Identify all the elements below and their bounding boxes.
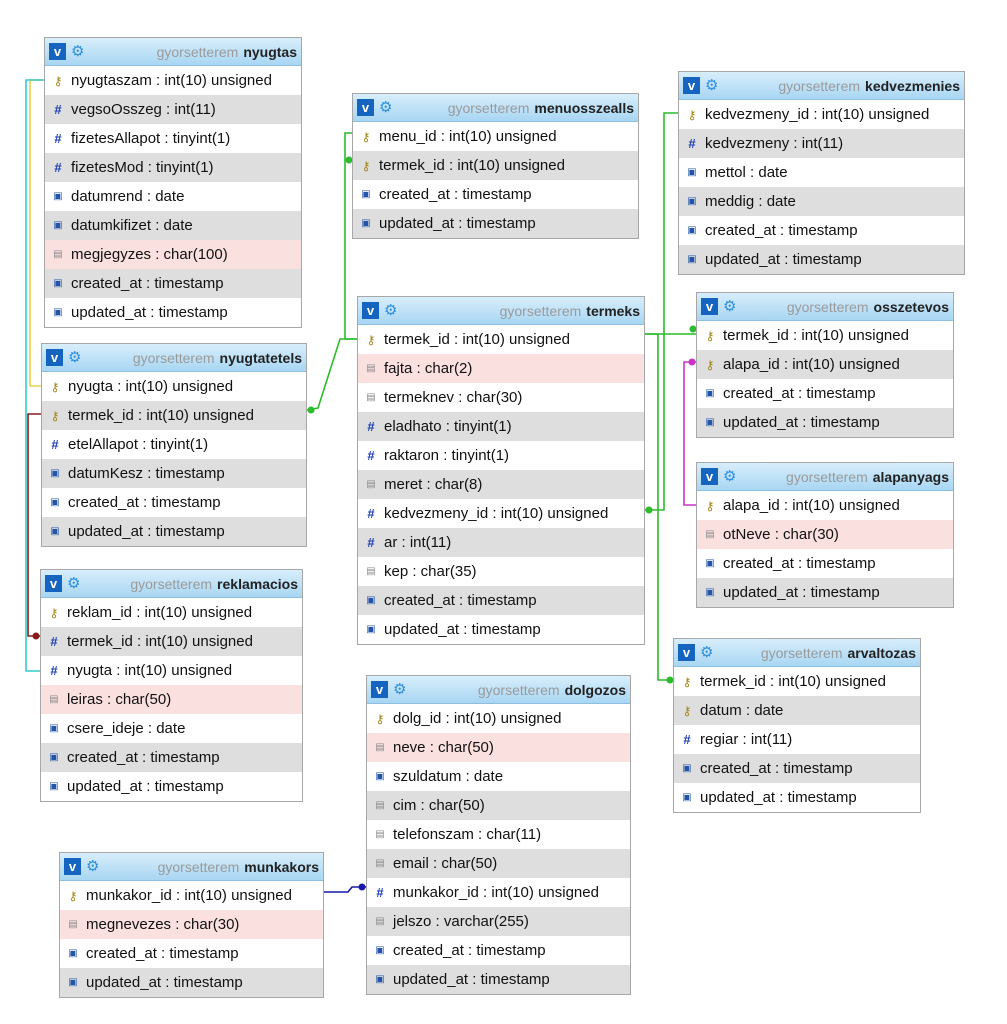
column-label: alapa_id : int(10) unsigned bbox=[723, 497, 900, 514]
column-label: eladhato : tinyint(1) bbox=[384, 418, 512, 435]
column-label: termek_id : int(10) unsigned bbox=[384, 331, 570, 348]
column-label: vegsoOsszeg : int(11) bbox=[71, 101, 216, 118]
column-row[interactable] bbox=[42, 372, 306, 401]
key-icon: ⚷ bbox=[682, 674, 692, 689]
calendar-icon: ▣ bbox=[375, 771, 385, 782]
column-label: datumrend : date bbox=[71, 188, 185, 205]
collapse-toggle-icon[interactable]: v bbox=[46, 349, 63, 366]
calendar-icon: ▣ bbox=[375, 974, 385, 985]
column-row[interactable] bbox=[353, 122, 638, 151]
key-icon: ⚷ bbox=[53, 73, 63, 88]
text-field-icon: ▤ bbox=[68, 919, 78, 930]
column-label: updated_at : timestamp bbox=[705, 251, 862, 268]
column-row[interactable] bbox=[45, 211, 301, 240]
column-row[interactable] bbox=[358, 586, 644, 615]
table-dolgozos[interactable] bbox=[366, 675, 631, 995]
column-row[interactable] bbox=[41, 627, 302, 656]
column-row[interactable] bbox=[367, 849, 630, 878]
relation-end-dot bbox=[359, 884, 366, 891]
table-header[interactable] bbox=[697, 293, 953, 321]
column-row[interactable] bbox=[60, 939, 323, 968]
calendar-icon: ▣ bbox=[687, 225, 697, 236]
table-nyugtatetels[interactable] bbox=[41, 343, 307, 547]
database-name: gyorsetterem bbox=[786, 468, 868, 485]
column-label: created_at : timestamp bbox=[723, 385, 876, 402]
column-row[interactable] bbox=[358, 470, 644, 499]
table-name: munkakors bbox=[244, 858, 319, 875]
column-label: cim : char(50) bbox=[393, 797, 485, 814]
text-field-icon: ▤ bbox=[366, 479, 376, 490]
column-label: kedvezmeny_id : int(10) unsigned bbox=[705, 106, 930, 123]
key-icon: ⚷ bbox=[682, 703, 692, 718]
table-header[interactable] bbox=[674, 639, 920, 667]
column-label: dolg_id : int(10) unsigned bbox=[393, 710, 562, 727]
relation-line bbox=[645, 334, 673, 680]
column-row[interactable] bbox=[697, 549, 953, 578]
column-row[interactable] bbox=[367, 907, 630, 936]
column-row[interactable] bbox=[60, 910, 323, 939]
gear-icon[interactable]: ⚙ bbox=[379, 99, 393, 116]
column-label: ar : int(11) bbox=[384, 534, 452, 551]
text-field-icon: ▤ bbox=[375, 858, 385, 869]
column-row[interactable] bbox=[697, 491, 953, 520]
column-row[interactable] bbox=[45, 298, 301, 327]
column-row[interactable] bbox=[697, 379, 953, 408]
table-reklamacios[interactable] bbox=[40, 569, 303, 802]
table-header[interactable] bbox=[697, 463, 953, 491]
collapse-toggle-icon[interactable]: v bbox=[678, 644, 695, 661]
text-field-icon: ▤ bbox=[366, 392, 376, 403]
column-label: megnevezes : char(30) bbox=[86, 916, 240, 933]
hash-icon: # bbox=[376, 885, 384, 900]
table-name: menuosszealls bbox=[534, 99, 634, 116]
gear-icon[interactable]: ⚙ bbox=[723, 298, 737, 315]
table-name: alapanyags bbox=[872, 468, 949, 485]
key-icon: ⚷ bbox=[375, 711, 385, 726]
text-field-icon: ▤ bbox=[705, 529, 715, 540]
column-label: kedvezmeny : int(11) bbox=[705, 135, 844, 152]
column-label: szuldatum : date bbox=[393, 768, 504, 785]
column-row[interactable] bbox=[358, 528, 644, 557]
key-icon: ⚷ bbox=[705, 328, 715, 343]
column-row[interactable] bbox=[679, 100, 964, 129]
relation-line bbox=[307, 339, 357, 410]
gear-icon[interactable]: ⚙ bbox=[68, 349, 82, 366]
hash-icon: # bbox=[50, 634, 58, 649]
calendar-icon: ▣ bbox=[53, 191, 63, 202]
table-name: reklamacios bbox=[217, 575, 298, 592]
hash-icon: # bbox=[367, 448, 375, 463]
calendar-icon: ▣ bbox=[49, 752, 59, 763]
table-header[interactable] bbox=[679, 72, 964, 100]
column-row[interactable] bbox=[41, 656, 302, 685]
column-row[interactable] bbox=[367, 936, 630, 965]
text-field-icon: ▤ bbox=[375, 800, 385, 811]
column-row[interactable] bbox=[697, 578, 953, 607]
column-label: reklam_id : int(10) unsigned bbox=[67, 604, 253, 621]
column-label: created_at : timestamp bbox=[86, 945, 239, 962]
column-row[interactable] bbox=[358, 325, 644, 354]
column-row[interactable] bbox=[674, 725, 920, 754]
column-row[interactable] bbox=[679, 158, 964, 187]
column-row[interactable] bbox=[353, 209, 638, 238]
column-label: alapa_id : int(10) unsigned bbox=[723, 356, 900, 373]
gear-icon[interactable]: ⚙ bbox=[705, 77, 719, 94]
calendar-icon: ▣ bbox=[49, 781, 59, 792]
table-termeks[interactable] bbox=[357, 296, 645, 645]
collapse-toggle-icon[interactable]: v bbox=[683, 77, 700, 94]
database-name: gyorsetterem bbox=[156, 43, 239, 60]
column-row[interactable] bbox=[697, 408, 953, 437]
database-name: gyorsetterem bbox=[157, 858, 240, 875]
column-row[interactable] bbox=[60, 968, 323, 997]
key-icon: ⚷ bbox=[705, 357, 715, 372]
column-row[interactable] bbox=[42, 517, 306, 546]
column-label: munkakor_id : int(10) unsigned bbox=[86, 887, 292, 904]
table-header[interactable] bbox=[367, 676, 630, 704]
column-label: jelszo : varchar(255) bbox=[393, 913, 529, 930]
column-label: created_at : timestamp bbox=[384, 592, 537, 609]
hash-icon: # bbox=[54, 131, 62, 146]
table-header[interactable] bbox=[353, 94, 638, 122]
table-munkakors[interactable] bbox=[59, 852, 324, 998]
key-icon: ⚷ bbox=[705, 498, 715, 513]
column-label: email : char(50) bbox=[393, 855, 498, 872]
hash-icon: # bbox=[367, 506, 375, 521]
column-row[interactable] bbox=[358, 499, 644, 528]
key-icon: ⚷ bbox=[687, 107, 697, 122]
table-alapanyags[interactable] bbox=[696, 462, 954, 608]
column-row[interactable] bbox=[41, 714, 302, 743]
column-label: updated_at : timestamp bbox=[68, 523, 225, 540]
column-label: datum : date bbox=[700, 702, 784, 719]
column-label: meret : char(8) bbox=[384, 476, 483, 493]
gear-icon[interactable]: ⚙ bbox=[86, 858, 100, 875]
key-icon: ⚷ bbox=[49, 605, 59, 620]
hash-icon: # bbox=[50, 663, 58, 678]
column-label: created_at : timestamp bbox=[723, 555, 876, 572]
calendar-icon: ▣ bbox=[682, 763, 692, 774]
column-row[interactable] bbox=[42, 401, 306, 430]
table-nyugtas[interactable] bbox=[44, 37, 302, 328]
database-name: gyorsetterem bbox=[477, 681, 560, 698]
column-label: updated_at : timestamp bbox=[67, 778, 224, 795]
table-header[interactable] bbox=[358, 297, 644, 325]
column-row[interactable] bbox=[367, 878, 630, 907]
column-label: termek_id : int(10) unsigned bbox=[379, 157, 565, 174]
column-label: termek_id : int(10) unsigned bbox=[68, 407, 254, 424]
calendar-icon: ▣ bbox=[68, 977, 78, 988]
calendar-icon: ▣ bbox=[705, 587, 715, 598]
column-label: otNeve : char(30) bbox=[723, 526, 839, 543]
calendar-icon: ▣ bbox=[53, 307, 63, 318]
column-label: datumkifizet : date bbox=[71, 217, 193, 234]
column-label: updated_at : timestamp bbox=[384, 621, 541, 638]
collapse-toggle-icon[interactable]: v bbox=[701, 298, 718, 315]
collapse-toggle-icon[interactable]: v bbox=[45, 575, 62, 592]
table-name: termeks bbox=[586, 302, 640, 319]
collapse-toggle-icon[interactable]: v bbox=[371, 681, 388, 698]
collapse-toggle-icon[interactable]: v bbox=[357, 99, 374, 116]
column-row[interactable] bbox=[60, 881, 323, 910]
column-label: nyugta : int(10) unsigned bbox=[67, 662, 233, 679]
column-row[interactable] bbox=[41, 772, 302, 801]
calendar-icon: ▣ bbox=[687, 167, 697, 178]
relation-end-dot bbox=[33, 633, 40, 640]
column-row[interactable] bbox=[367, 704, 630, 733]
column-label: neve : char(50) bbox=[393, 739, 494, 756]
column-row[interactable] bbox=[45, 182, 301, 211]
calendar-icon: ▣ bbox=[53, 220, 63, 231]
column-row[interactable] bbox=[367, 820, 630, 849]
column-row[interactable] bbox=[367, 965, 630, 994]
gear-icon[interactable]: ⚙ bbox=[723, 468, 737, 485]
relation-line bbox=[684, 362, 696, 505]
column-label: raktaron : tinyint(1) bbox=[384, 447, 510, 464]
column-label: megjegyzes : char(100) bbox=[71, 246, 228, 263]
column-label: updated_at : timestamp bbox=[700, 789, 857, 806]
table-arvaltozas[interactable] bbox=[673, 638, 921, 813]
table-kedvezmenies[interactable] bbox=[678, 71, 965, 275]
column-label: updated_at : timestamp bbox=[86, 974, 243, 991]
database-name: gyorsetterem bbox=[778, 77, 861, 94]
column-row[interactable] bbox=[358, 441, 644, 470]
collapse-toggle-icon[interactable]: v bbox=[362, 302, 379, 319]
calendar-icon: ▣ bbox=[687, 196, 697, 207]
gear-icon[interactable]: ⚙ bbox=[393, 681, 407, 698]
column-label: kedvezmeny_id : int(10) unsigned bbox=[384, 505, 609, 522]
column-label: nyugtaszam : int(10) unsigned bbox=[71, 72, 272, 89]
column-label: fizetesAllapot : tinyint(1) bbox=[71, 130, 231, 147]
column-row[interactable] bbox=[367, 762, 630, 791]
calendar-icon: ▣ bbox=[361, 218, 371, 229]
database-name: gyorsetterem bbox=[499, 302, 582, 319]
column-row[interactable] bbox=[679, 216, 964, 245]
gear-icon[interactable]: ⚙ bbox=[67, 575, 81, 592]
column-label: mettol : date bbox=[705, 164, 788, 181]
column-row[interactable] bbox=[42, 430, 306, 459]
column-row[interactable] bbox=[41, 685, 302, 714]
text-field-icon: ▤ bbox=[375, 742, 385, 753]
relation-line bbox=[30, 80, 44, 386]
column-label: menu_id : int(10) unsigned bbox=[379, 128, 557, 145]
column-label: created_at : timestamp bbox=[71, 275, 224, 292]
column-label: datumKesz : timestamp bbox=[68, 465, 225, 482]
calendar-icon: ▣ bbox=[68, 948, 78, 959]
column-row[interactable] bbox=[358, 412, 644, 441]
column-row[interactable] bbox=[679, 187, 964, 216]
column-label: created_at : timestamp bbox=[68, 494, 221, 511]
calendar-icon: ▣ bbox=[705, 417, 715, 428]
gear-icon[interactable]: ⚙ bbox=[700, 644, 714, 661]
column-label: munkakor_id : int(10) unsigned bbox=[393, 884, 599, 901]
column-label: kep : char(35) bbox=[384, 563, 477, 580]
calendar-icon: ▣ bbox=[49, 723, 59, 734]
column-label: updated_at : timestamp bbox=[379, 215, 536, 232]
table-name: dolgozos bbox=[564, 681, 626, 698]
column-label: csere_ideje : date bbox=[67, 720, 186, 737]
column-row[interactable] bbox=[41, 598, 302, 627]
column-row[interactable] bbox=[697, 520, 953, 549]
gear-icon[interactable]: ⚙ bbox=[71, 43, 85, 60]
calendar-icon: ▣ bbox=[50, 497, 60, 508]
calendar-icon: ▣ bbox=[50, 526, 60, 537]
calendar-icon: ▣ bbox=[50, 468, 60, 479]
text-field-icon: ▤ bbox=[366, 566, 376, 577]
text-field-icon: ▤ bbox=[375, 829, 385, 840]
collapse-toggle-icon[interactable]: v bbox=[64, 858, 81, 875]
table-name: kedvezmenies bbox=[865, 77, 960, 94]
relation-line bbox=[645, 113, 678, 510]
table-name: osszetevos bbox=[873, 298, 949, 315]
hash-icon: # bbox=[54, 102, 62, 117]
key-icon: ⚷ bbox=[366, 332, 376, 347]
calendar-icon: ▣ bbox=[705, 558, 715, 569]
column-row[interactable] bbox=[45, 269, 301, 298]
text-field-icon: ▤ bbox=[366, 363, 376, 374]
column-label: termeknev : char(30) bbox=[384, 389, 523, 406]
column-row[interactable] bbox=[42, 488, 306, 517]
column-label: updated_at : timestamp bbox=[393, 971, 550, 988]
column-row[interactable] bbox=[679, 129, 964, 158]
column-row[interactable] bbox=[367, 733, 630, 762]
relation-end-dot bbox=[689, 359, 696, 366]
column-label: termek_id : int(10) unsigned bbox=[723, 327, 909, 344]
text-field-icon: ▤ bbox=[49, 694, 59, 705]
table-header[interactable] bbox=[42, 344, 306, 372]
column-row[interactable] bbox=[41, 743, 302, 772]
relation-end-dot bbox=[308, 407, 315, 414]
calendar-icon: ▣ bbox=[682, 792, 692, 803]
column-row[interactable] bbox=[358, 615, 644, 644]
collapse-toggle-icon[interactable]: v bbox=[701, 468, 718, 485]
column-label: termek_id : int(10) unsigned bbox=[700, 673, 886, 690]
column-row[interactable] bbox=[674, 696, 920, 725]
database-name: gyorsetterem bbox=[760, 644, 843, 661]
key-icon: ⚷ bbox=[68, 888, 78, 903]
column-row[interactable] bbox=[45, 240, 301, 269]
column-label: updated_at : timestamp bbox=[723, 584, 880, 601]
column-row[interactable] bbox=[674, 783, 920, 812]
collapse-toggle-icon[interactable]: v bbox=[49, 43, 66, 60]
database-name: gyorsetterem bbox=[786, 298, 869, 315]
database-name: gyorsetterem bbox=[447, 99, 530, 116]
column-row[interactable] bbox=[674, 667, 920, 696]
key-icon: ⚷ bbox=[50, 408, 60, 423]
table-osszetevos[interactable] bbox=[696, 292, 954, 438]
calendar-icon: ▣ bbox=[361, 189, 371, 200]
calendar-icon: ▣ bbox=[366, 624, 376, 635]
hash-icon: # bbox=[367, 419, 375, 434]
relation-end-dot bbox=[646, 507, 653, 514]
column-row[interactable] bbox=[679, 245, 964, 274]
column-label: created_at : timestamp bbox=[705, 222, 858, 239]
gear-icon[interactable]: ⚙ bbox=[384, 302, 398, 319]
column-label: fajta : char(2) bbox=[384, 360, 473, 377]
table-name: arvaltozas bbox=[847, 644, 916, 661]
column-label: regiar : int(11) bbox=[700, 731, 793, 748]
database-name: gyorsetterem bbox=[132, 349, 215, 366]
hash-icon: # bbox=[54, 160, 62, 175]
column-label: leiras : char(50) bbox=[67, 691, 172, 708]
hash-icon: # bbox=[683, 732, 691, 747]
text-field-icon: ▤ bbox=[53, 249, 63, 260]
relation-line bbox=[324, 887, 366, 892]
column-row[interactable] bbox=[45, 124, 301, 153]
column-label: telefonszam : char(11) bbox=[393, 826, 542, 843]
table-header[interactable] bbox=[41, 570, 302, 598]
column-label: updated_at : timestamp bbox=[71, 304, 228, 321]
column-label: fizetesMod : tinyint(1) bbox=[71, 159, 214, 176]
table-name: nyugtas bbox=[243, 43, 297, 60]
column-label: nyugta : int(10) unsigned bbox=[68, 378, 234, 395]
calendar-icon: ▣ bbox=[53, 278, 63, 289]
column-label: termek_id : int(10) unsigned bbox=[67, 633, 253, 650]
column-label: etelAllapot : tinyint(1) bbox=[68, 436, 209, 453]
table-name: nyugtatetels bbox=[219, 349, 302, 366]
column-label: meddig : date bbox=[705, 193, 796, 210]
database-name: gyorsetterem bbox=[130, 575, 213, 592]
column-row[interactable] bbox=[697, 350, 953, 379]
key-icon: ⚷ bbox=[361, 158, 371, 173]
table-menuosszealls[interactable] bbox=[352, 93, 639, 239]
calendar-icon: ▣ bbox=[375, 945, 385, 956]
column-row[interactable] bbox=[353, 151, 638, 180]
column-label: created_at : timestamp bbox=[393, 942, 546, 959]
hash-icon: # bbox=[688, 136, 696, 151]
key-icon: ⚷ bbox=[361, 129, 371, 144]
calendar-icon: ▣ bbox=[705, 388, 715, 399]
column-label: updated_at : timestamp bbox=[723, 414, 880, 431]
calendar-icon: ▣ bbox=[687, 254, 697, 265]
column-row[interactable] bbox=[367, 791, 630, 820]
calendar-icon: ▣ bbox=[366, 595, 376, 606]
column-label: created_at : timestamp bbox=[67, 749, 220, 766]
column-row[interactable] bbox=[358, 557, 644, 586]
column-row[interactable] bbox=[674, 754, 920, 783]
hash-icon: # bbox=[367, 535, 375, 550]
column-row[interactable] bbox=[45, 66, 301, 95]
text-field-icon: ▤ bbox=[375, 916, 385, 927]
column-row[interactable] bbox=[42, 459, 306, 488]
column-row[interactable] bbox=[358, 383, 644, 412]
key-icon: ⚷ bbox=[50, 379, 60, 394]
column-label: created_at : timestamp bbox=[379, 186, 532, 203]
table-header[interactable] bbox=[45, 38, 301, 66]
column-row[interactable] bbox=[358, 354, 644, 383]
column-row[interactable] bbox=[45, 95, 301, 124]
column-label: created_at : timestamp bbox=[700, 760, 853, 777]
column-row[interactable] bbox=[697, 321, 953, 350]
column-row[interactable] bbox=[45, 153, 301, 182]
column-row[interactable] bbox=[353, 180, 638, 209]
hash-icon: # bbox=[51, 437, 59, 452]
table-header[interactable] bbox=[60, 853, 323, 881]
